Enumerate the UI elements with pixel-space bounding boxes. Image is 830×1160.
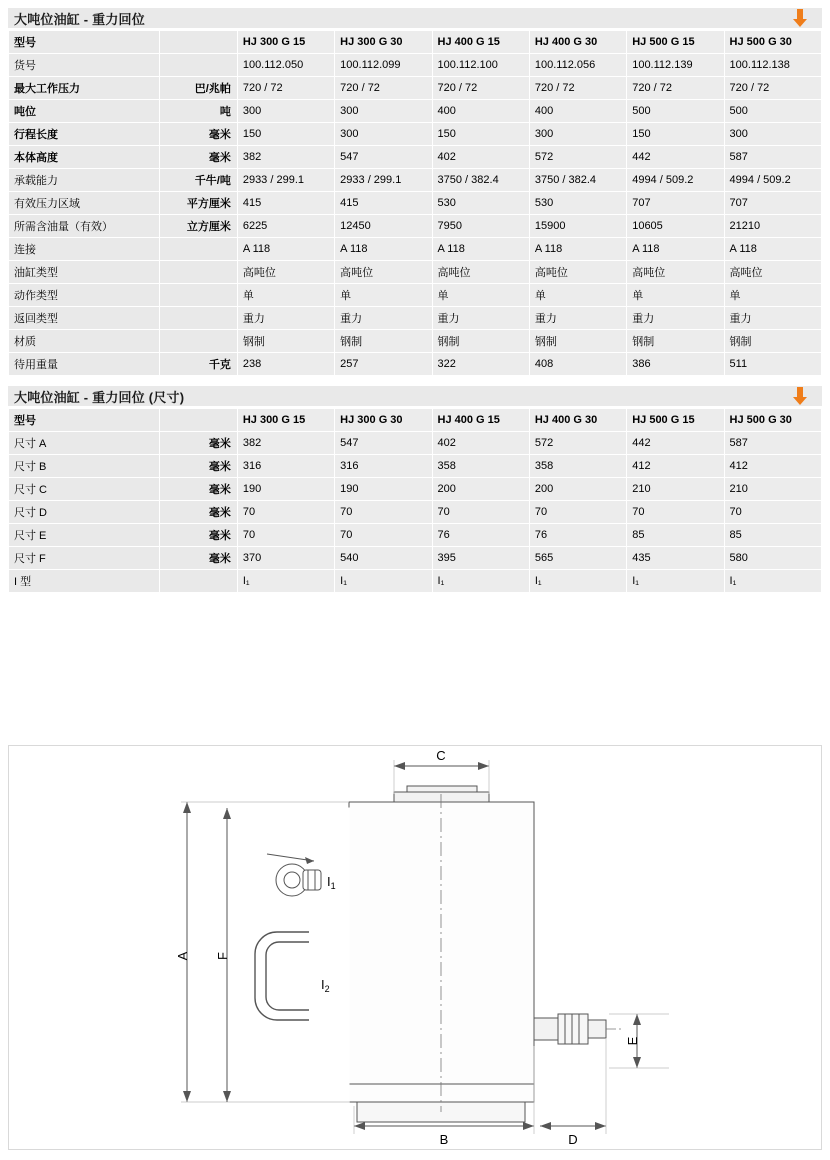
- cell: 70: [237, 501, 334, 524]
- column-header-3: HJ 400 G 30: [529, 31, 626, 54]
- row-label: 尺寸 E: [9, 524, 160, 547]
- cell: A 118: [724, 238, 821, 261]
- row-unit: 毫米: [159, 547, 237, 570]
- column-header-1: HJ 300 G 30: [335, 31, 432, 54]
- table-row: [9, 307, 822, 330]
- table-row: [9, 284, 822, 307]
- row-label: 材质: [9, 330, 160, 353]
- table-row: [9, 455, 822, 478]
- cell: 100.112.100: [432, 54, 529, 77]
- cell: 412: [724, 455, 821, 478]
- cell: 412: [627, 455, 724, 478]
- table-row: [9, 146, 822, 169]
- cell: 钢制: [335, 330, 432, 353]
- cell: 钢制: [529, 330, 626, 353]
- cell: I₁: [627, 570, 724, 593]
- row-unit: 巴/兆帕: [159, 77, 237, 100]
- cell: 高吨位: [432, 261, 529, 284]
- cell: 15900: [529, 215, 626, 238]
- cell: 300: [724, 123, 821, 146]
- column-header-5: HJ 500 G 30: [724, 31, 821, 54]
- cell: 3750 / 382.4: [432, 169, 529, 192]
- cell: 200: [529, 478, 626, 501]
- row-unit: 毫米: [159, 478, 237, 501]
- cell: 单: [432, 284, 529, 307]
- cell: 322: [432, 353, 529, 376]
- cell: 钢制: [724, 330, 821, 353]
- cell: 70: [724, 501, 821, 524]
- cell: 钢制: [627, 330, 724, 353]
- cell: 高吨位: [529, 261, 626, 284]
- cell: 70: [335, 524, 432, 547]
- cell: I₁: [529, 570, 626, 593]
- row-unit: 毫米: [159, 501, 237, 524]
- cell: A 118: [627, 238, 724, 261]
- row-label: 动作类型: [9, 284, 160, 307]
- cell: 530: [529, 192, 626, 215]
- cell: 707: [627, 192, 724, 215]
- dim-label-i1: $I_1$: [327, 874, 336, 891]
- cell: 572: [529, 146, 626, 169]
- cell: 210: [627, 478, 724, 501]
- cell: 415: [237, 192, 334, 215]
- cell: 2933 / 299.1: [237, 169, 334, 192]
- cell: 70: [335, 501, 432, 524]
- cell: 415: [335, 192, 432, 215]
- table-header-row: [9, 31, 822, 54]
- table-header-row: [9, 409, 822, 432]
- row-label: 尺寸 D: [9, 501, 160, 524]
- table-row: [9, 432, 822, 455]
- column-header-0: HJ 300 G 15: [237, 31, 334, 54]
- row-label: 尺寸 C: [9, 478, 160, 501]
- table-row: [9, 261, 822, 284]
- cell: 707: [724, 192, 821, 215]
- cell: 单: [529, 284, 626, 307]
- cell: 190: [237, 478, 334, 501]
- cell: 442: [627, 432, 724, 455]
- table-row: [9, 330, 822, 353]
- table-row: [9, 192, 822, 215]
- row-unit: [159, 307, 237, 330]
- row-label: 承载能力: [9, 169, 160, 192]
- cell: 720 / 72: [237, 77, 334, 100]
- cell: 钢制: [237, 330, 334, 353]
- cell: 85: [724, 524, 821, 547]
- cell: 高吨位: [237, 261, 334, 284]
- cell: 565: [529, 547, 626, 570]
- table-row: [9, 524, 822, 547]
- cell: 高吨位: [335, 261, 432, 284]
- cell: 402: [432, 146, 529, 169]
- cell: 402: [432, 432, 529, 455]
- cell: 500: [627, 100, 724, 123]
- table-row: [9, 100, 822, 123]
- dim-label-i2: $I_2$: [321, 977, 330, 994]
- row-unit: 立方厘米: [159, 215, 237, 238]
- cell: 150: [237, 123, 334, 146]
- cell: 4994 / 509.2: [627, 169, 724, 192]
- cell: 720 / 72: [529, 77, 626, 100]
- page-title: 大吨位油缸 - 重力回位: [14, 11, 145, 27]
- table-row: [9, 353, 822, 376]
- cell: 单: [627, 284, 724, 307]
- cell: I₁: [724, 570, 821, 593]
- cell: 382: [237, 146, 334, 169]
- column-header-5: HJ 500 G 30: [724, 409, 821, 432]
- row-unit: [159, 238, 237, 261]
- cell: 10605: [627, 215, 724, 238]
- row-label: 行程长度: [9, 123, 160, 146]
- row-label: 尺寸 F: [9, 547, 160, 570]
- cell: 500: [724, 100, 821, 123]
- row-label: I 型: [9, 570, 160, 593]
- spec-block-main-header[interactable]: [8, 8, 822, 30]
- cell: A 118: [237, 238, 334, 261]
- table-row: [9, 570, 822, 593]
- table-row: [9, 501, 822, 524]
- row-unit: 毫米: [159, 123, 237, 146]
- row-unit: [159, 284, 237, 307]
- row-label: 待用重量: [9, 353, 160, 376]
- cell: 100.112.050: [237, 54, 334, 77]
- cell: A 118: [432, 238, 529, 261]
- row-label: 尺寸 B: [9, 455, 160, 478]
- row-label: 最大工作压力: [9, 77, 160, 100]
- cell: 442: [627, 146, 724, 169]
- cell: 4994 / 509.2: [724, 169, 821, 192]
- dim-label-b: B: [439, 1132, 449, 1147]
- cell: 76: [432, 524, 529, 547]
- row-label: 有效压力区域: [9, 192, 160, 215]
- cell: 12450: [335, 215, 432, 238]
- drawing-svg: [9, 746, 821, 1149]
- collapse-arrow-icon[interactable]: [792, 387, 808, 405]
- header-unit: [159, 409, 237, 432]
- cell: I₁: [335, 570, 432, 593]
- cell: 400: [432, 100, 529, 123]
- cell: A 118: [529, 238, 626, 261]
- cell: 重力: [529, 307, 626, 330]
- cell: 395: [432, 547, 529, 570]
- column-header-1: HJ 300 G 30: [335, 409, 432, 432]
- cell: 572: [529, 432, 626, 455]
- column-header-4: HJ 500 G 15: [627, 409, 724, 432]
- dim-label-e: E: [625, 1036, 640, 1046]
- cell: 单: [724, 284, 821, 307]
- cell: 70: [627, 501, 724, 524]
- row-unit: 千牛/吨: [159, 169, 237, 192]
- row-label: 连接: [9, 238, 160, 261]
- cell: 3750 / 382.4: [529, 169, 626, 192]
- cell: 21210: [724, 215, 821, 238]
- table-row: [9, 169, 822, 192]
- row-unit: [159, 54, 237, 77]
- cell: 386: [627, 353, 724, 376]
- dim-label-a: A: [175, 951, 190, 961]
- cell: 高吨位: [627, 261, 724, 284]
- cell: 单: [335, 284, 432, 307]
- header-label: 型号: [9, 409, 160, 432]
- cell: 76: [529, 524, 626, 547]
- cell: 435: [627, 547, 724, 570]
- row-unit: 吨: [159, 100, 237, 123]
- row-unit: 平方厘米: [159, 192, 237, 215]
- cell: 6225: [237, 215, 334, 238]
- dim-label-f: F: [215, 952, 230, 960]
- cell: 720 / 72: [432, 77, 529, 100]
- row-unit: 毫米: [159, 146, 237, 169]
- cell: 300: [335, 123, 432, 146]
- row-label: 货号: [9, 54, 160, 77]
- cell: 70: [529, 501, 626, 524]
- cell: 150: [432, 123, 529, 146]
- table-row: [9, 54, 822, 77]
- column-header-0: HJ 300 G 15: [237, 409, 334, 432]
- row-label: 油缸类型: [9, 261, 160, 284]
- dim-label-d: D: [568, 1132, 578, 1147]
- cell: 400: [529, 100, 626, 123]
- cell: 150: [627, 123, 724, 146]
- row-unit: 毫米: [159, 524, 237, 547]
- cell: 2933 / 299.1: [335, 169, 432, 192]
- collapse-arrow-icon[interactable]: [792, 9, 808, 27]
- spec-block-main: [8, 8, 822, 376]
- cell: 200: [432, 478, 529, 501]
- row-label: 尺寸 A: [9, 432, 160, 455]
- table-row: [9, 547, 822, 570]
- cell: 238: [237, 353, 334, 376]
- spec-table-dimensions: [8, 408, 822, 593]
- cell: 408: [529, 353, 626, 376]
- cell: 257: [335, 353, 432, 376]
- cell: 重力: [724, 307, 821, 330]
- header-unit: [159, 31, 237, 54]
- row-label: 所需含油量（有效）: [9, 215, 160, 238]
- cell: 530: [432, 192, 529, 215]
- cell: 7950: [432, 215, 529, 238]
- cell: 100.112.138: [724, 54, 821, 77]
- row-label: 返回类型: [9, 307, 160, 330]
- cell: 210: [724, 478, 821, 501]
- cell: I₁: [237, 570, 334, 593]
- cell: 100.112.099: [335, 54, 432, 77]
- cell: 358: [529, 455, 626, 478]
- cell: 720 / 72: [335, 77, 432, 100]
- cell: 540: [335, 547, 432, 570]
- row-unit: [159, 570, 237, 593]
- table-row: [9, 238, 822, 261]
- cell: 511: [724, 353, 821, 376]
- cylinder-dimension-drawing: [8, 745, 822, 1150]
- row-unit: [159, 261, 237, 284]
- row-unit: 毫米: [159, 432, 237, 455]
- cell: 重力: [237, 307, 334, 330]
- cell: 190: [335, 478, 432, 501]
- cell: 重力: [432, 307, 529, 330]
- cell: 370: [237, 547, 334, 570]
- column-header-2: HJ 400 G 15: [432, 409, 529, 432]
- cell: 300: [529, 123, 626, 146]
- cell: 300: [237, 100, 334, 123]
- spec-block-dimensions: [8, 386, 822, 593]
- header-label: 型号: [9, 31, 160, 54]
- row-unit: 毫米: [159, 455, 237, 478]
- spec-table-main: [8, 30, 822, 376]
- column-header-2: HJ 400 G 15: [432, 31, 529, 54]
- table-row: [9, 77, 822, 100]
- column-header-4: HJ 500 G 15: [627, 31, 724, 54]
- table-row: [9, 478, 822, 501]
- column-header-3: HJ 400 G 30: [529, 409, 626, 432]
- cell: 85: [627, 524, 724, 547]
- cell: 720 / 72: [724, 77, 821, 100]
- cell: 547: [335, 432, 432, 455]
- cell: 重力: [627, 307, 724, 330]
- cell: 300: [335, 100, 432, 123]
- cell: 587: [724, 432, 821, 455]
- cell: 100.112.139: [627, 54, 724, 77]
- table-row: [9, 123, 822, 146]
- cell: 580: [724, 547, 821, 570]
- spec-block-dimensions-header[interactable]: [8, 386, 822, 408]
- cell: 高吨位: [724, 261, 821, 284]
- section-title: 大吨位油缸 - 重力回位 (尺寸): [14, 389, 185, 405]
- cell: 100.112.056: [529, 54, 626, 77]
- cell: A 118: [335, 238, 432, 261]
- cell: 单: [237, 284, 334, 307]
- cell: 70: [237, 524, 334, 547]
- table-row: [9, 215, 822, 238]
- cell: 316: [335, 455, 432, 478]
- cell: 70: [432, 501, 529, 524]
- cell: 358: [432, 455, 529, 478]
- row-unit: 千克: [159, 353, 237, 376]
- cell: 587: [724, 146, 821, 169]
- cell: 重力: [335, 307, 432, 330]
- cell: 382: [237, 432, 334, 455]
- cell: 547: [335, 146, 432, 169]
- cell: 316: [237, 455, 334, 478]
- row-label: 吨位: [9, 100, 160, 123]
- cell: 720 / 72: [627, 77, 724, 100]
- dim-label-c: C: [436, 748, 446, 763]
- cell: I₁: [432, 570, 529, 593]
- row-label: 本体高度: [9, 146, 160, 169]
- row-unit: [159, 330, 237, 353]
- cell: 钢制: [432, 330, 529, 353]
